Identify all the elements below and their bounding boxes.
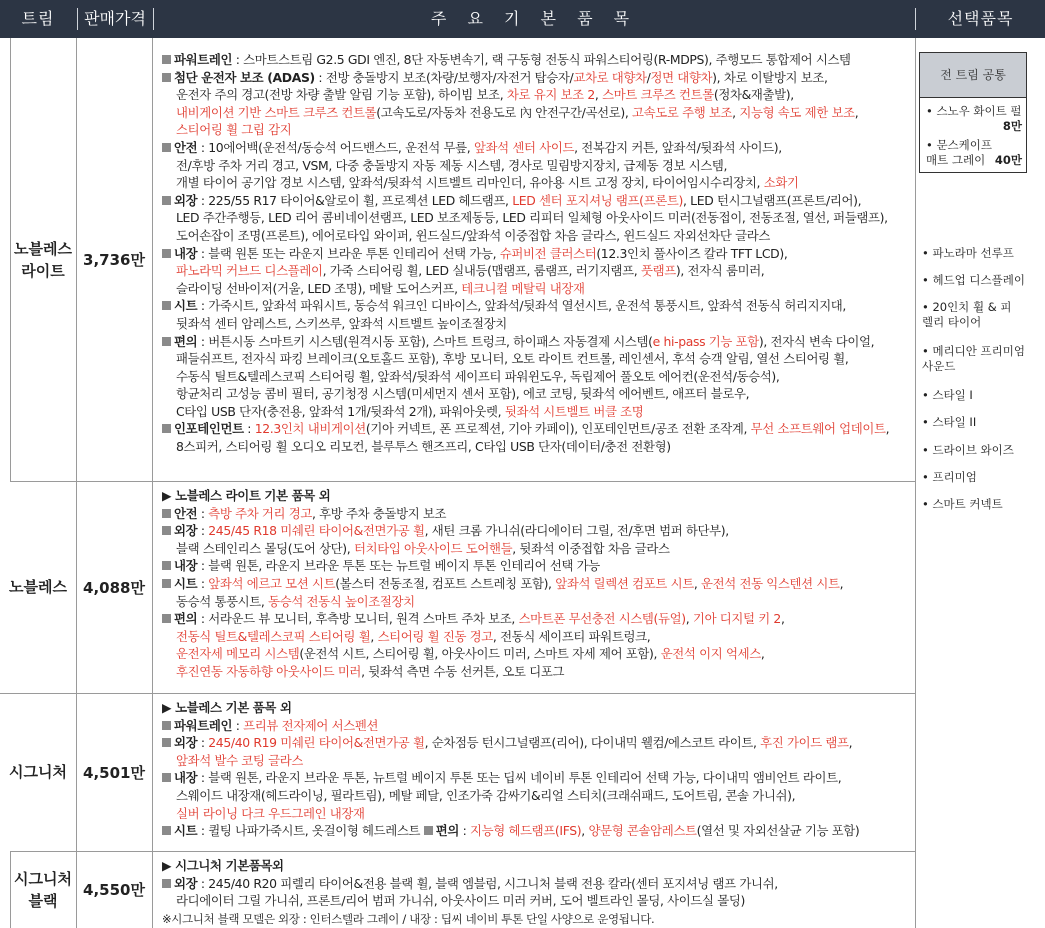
feature-line bbox=[162, 174, 912, 192]
feature-text: 항균처리 고성능 콤비 필터, 공기청정 시스템(미세먼지 센서 포함), 에코 코팅, 뒷좌석 에어벤트, 애프터 블로우, bbox=[176, 386, 750, 402]
bullet-square-icon bbox=[162, 561, 171, 570]
feature-text: , bbox=[848, 735, 853, 751]
new-feature-highlight: e hi-pass 기능 포함 bbox=[652, 333, 759, 349]
new-feature-highlight: 실버 라이닝 다크 우드그레인 내장재 bbox=[176, 805, 365, 821]
feature-line bbox=[162, 875, 912, 893]
feature-line bbox=[162, 769, 912, 787]
feature-text: : bbox=[197, 523, 209, 539]
trim-features bbox=[162, 857, 912, 928]
new-feature-highlight: 슈퍼비전 클러스터 bbox=[499, 245, 597, 261]
feature-text: , 뒷좌석 측면 수동 선커튼, 오토 디포그 bbox=[361, 663, 565, 679]
feature-line bbox=[162, 734, 912, 752]
option-item: • 스마트 커넥트 bbox=[922, 497, 1003, 511]
feature-line bbox=[162, 717, 912, 735]
new-feature-highlight: 내비게이션 기반 스마트 크루즈 컨트롤 bbox=[176, 104, 377, 120]
feature-text: , 새틴 크롬 가니쉬(라디에이터 그릴, 전/후면 범퍼 하단부), bbox=[424, 523, 729, 539]
feature-text: 패들쉬프트, 전자식 파킹 브레이크(오토홀드 포함), 후방 모니터, 오토 라이트 컨트롤, 레인센서, 후석 승객 알림, 열선 스티어링 휠, bbox=[176, 351, 849, 367]
bullet-square-icon bbox=[162, 337, 171, 346]
feature-category: 파워트레인 bbox=[174, 52, 233, 67]
new-feature-highlight: LED 센터 포지셔닝 램프(프론트) bbox=[512, 192, 683, 208]
trim-features bbox=[162, 699, 912, 840]
trim-name-line: 시그니처 bbox=[9, 763, 67, 781]
new-feature-highlight: 245/45 R18 미쉐린 타이어&전면가공 휠 bbox=[208, 523, 425, 539]
new-feature-highlight: 고속도로 주행 보조 bbox=[632, 104, 733, 120]
option-item: • 20인치 휠 & 피렐리 타이어 bbox=[922, 300, 1012, 329]
new-feature-highlight: 소화기 bbox=[763, 175, 799, 191]
feature-category: 외장 bbox=[174, 523, 198, 539]
feature-line bbox=[162, 805, 912, 823]
new-feature-highlight: 파노라믹 커브드 디스플레이 bbox=[176, 263, 323, 279]
common-option-item bbox=[920, 136, 1026, 172]
feature-line bbox=[162, 280, 912, 298]
feature-text: : 서라운드 뷰 모니터, 후측방 모니터, 원격 스마트 주차 보조, bbox=[197, 611, 519, 627]
common-option-name: • 문스케이프 매트 그레이 bbox=[926, 138, 992, 167]
trim-name bbox=[10, 851, 76, 928]
new-feature-highlight: 운전석 이지 억세스 bbox=[660, 646, 761, 662]
feature-category: 시트 bbox=[174, 823, 198, 839]
feature-line bbox=[162, 385, 912, 403]
feature-text: : bbox=[232, 717, 244, 733]
feature-line bbox=[162, 857, 912, 875]
feature-text: 개별 타이어 공기압 경보 시스템, 앞좌석/뒷좌석 시트벨트 리마인더, 유아용 시트 고정 장치, 타이어임시수리장치, bbox=[176, 175, 764, 191]
feature-text: : 가죽시트, 앞좌석 파워시트, 동승석 워크인 디바이스, 앞좌석/뒷좌석 열선시트, 운전석 통풍시트, 앞좌석 전동식 허리지지대, bbox=[197, 298, 847, 314]
bullet-square-icon bbox=[424, 826, 433, 835]
common-option-price: 40만 bbox=[994, 153, 1022, 167]
bullet-square-icon bbox=[162, 773, 171, 782]
new-feature-highlight: 스마트 크루즈 컨트롤 bbox=[602, 87, 714, 103]
trim-features bbox=[162, 487, 912, 681]
feature-text: ), 전자식 룸미러, bbox=[675, 263, 765, 279]
feature-text: : 225/55 R17 타이어&알로이 휠, 프로젝션 LED 헤드램프, bbox=[197, 192, 513, 208]
new-feature-highlight: 풋램프 bbox=[640, 263, 676, 279]
feature-line bbox=[162, 69, 912, 87]
bullet-square-icon bbox=[162, 721, 171, 730]
table-header bbox=[0, 0, 1045, 38]
feature-text: 전/후방 주차 거리 경고, VSM, 다중 충돌방지 자동 제동 시스템, 경사로 밀림방지장치, 급제동 경보 시스템, bbox=[176, 157, 728, 173]
feature-line bbox=[162, 420, 912, 438]
trim-name-line: 라이트 bbox=[21, 261, 65, 280]
bullet-square-icon bbox=[162, 196, 171, 205]
option-item: • 프리미엄 bbox=[922, 470, 977, 484]
bullet-square-icon bbox=[162, 738, 171, 747]
header-price: 판매가격 bbox=[84, 9, 146, 28]
option-item: • 스타일 I bbox=[922, 388, 973, 402]
footnote: ※시그니처 블랙 모델은 외장 : 인터스텔라 그레이 / 내장 : 딥씨 네이비 투톤 단일 사양으로 운영됩니다. bbox=[162, 911, 655, 926]
trim-name-line: 시그니처 bbox=[14, 869, 72, 888]
feature-line bbox=[162, 575, 912, 593]
bullet-square-icon bbox=[162, 301, 171, 310]
new-feature-highlight: 앞좌석 발수 코팅 글라스 bbox=[176, 752, 303, 768]
new-feature-highlight: 지능형 헤드램프(IFS) bbox=[470, 823, 582, 839]
feature-text: , 전동식 세이프티 파워트렁크, bbox=[492, 628, 651, 644]
trim-name-line: 블랙 bbox=[28, 891, 58, 910]
options-column bbox=[916, 38, 1045, 928]
feature-line bbox=[162, 557, 912, 575]
common-option-item bbox=[920, 98, 1026, 136]
feature-text: LED 주간주행등, LED 리어 콤비네이션램프, LED 보조제동등, LED 리피터 일체형 아웃사이드 미러(전동접이, 전동조절, 열선, 퍼들램프), bbox=[176, 210, 888, 226]
new-feature-highlight: 터치타입 아웃사이드 도어핸들 bbox=[353, 540, 513, 556]
option-item: • 헤드업 디스플레이 bbox=[922, 273, 1025, 287]
feature-line bbox=[162, 522, 912, 540]
feature-line bbox=[162, 315, 912, 333]
feature-line bbox=[162, 438, 912, 456]
feature-line bbox=[162, 51, 912, 69]
feature-text: : 블랙 원톤, 라운지 브라운 투톤 또는 뉴트럴 베이지 투톤 인테리어 선택 가능 bbox=[197, 558, 600, 574]
feature-text: C타입 USB 단자(충전용, 앞좌석 1개/뒷좌석 2개), 파워아웃렛, bbox=[176, 403, 505, 419]
feature-line bbox=[162, 487, 912, 505]
new-feature-highlight: 앞좌석 에르고 모션 시트 bbox=[208, 575, 336, 591]
feature-line bbox=[162, 139, 912, 157]
new-feature-highlight: 운전자세 메모리 시스템 bbox=[176, 646, 300, 662]
feature-text: , 후방 주차 충돌방지 보조 bbox=[312, 505, 447, 521]
feature-text: ), 전자식 변속 다이얼, bbox=[758, 333, 875, 349]
bullet-square-icon bbox=[162, 579, 171, 588]
feature-category: 편의 bbox=[174, 333, 198, 349]
feature-text: : 퀼팅 나파가죽시트, 옷걸이형 헤드레스트 bbox=[197, 823, 424, 839]
feature-category: 시트 bbox=[174, 298, 198, 314]
feature-category: 외장 bbox=[174, 875, 198, 891]
feature-line bbox=[162, 645, 912, 663]
feature-line bbox=[162, 752, 912, 770]
feature-text: : 245/40 R20 피렐리 타이어&전용 블랙 휠, 블랙 엠블럼, 시그니처 블랙 전용 칼라(센터 포지셔닝 램프 가니쉬, bbox=[197, 875, 778, 891]
option-item: • 스타일 II bbox=[922, 415, 977, 429]
feature-category: 내장 bbox=[174, 558, 198, 574]
feature-text: (12.3인치 풀사이즈 칼라 TFT LCD), bbox=[596, 245, 788, 261]
feature-text: 운전자 주의 경고(전방 차량 출발 알림 기능 포함), 하이빔 보조, bbox=[176, 87, 507, 103]
header-trim: 트림 bbox=[21, 9, 55, 28]
feature-text: : 블랙 원톤 또는 라운지 브라운 투톤 인테리어 선택 가능, bbox=[197, 245, 500, 261]
new-feature-highlight: 지능형 속도 제한 보조 bbox=[739, 104, 855, 120]
feature-line bbox=[162, 227, 912, 245]
feature-text: 라디에이터 그릴 가니쉬, 프론트/리어 범퍼 가니쉬, 아웃사이드 미러 커버, 도어 벨트라인 몰딩, 사이드실 몰딩) bbox=[176, 893, 745, 909]
feature-text: : 버튼시동 스마트키 시스템(원격시동 포함), 스마트 트렁크, 하이패스 자동결제 시스템( bbox=[197, 333, 653, 349]
feature-line bbox=[162, 822, 912, 840]
feature-category: 내장 bbox=[174, 770, 198, 786]
feature-text: , bbox=[693, 575, 702, 591]
feature-text: , 전복감지 커튼, 앞좌석/뒷좌석 사이드), bbox=[574, 139, 782, 155]
trim-price: 3,736만 bbox=[83, 251, 145, 269]
feature-text: (운전석 시트, 스티어링 휠, 아웃사이드 미러, 스마트 자세 제어 포함), bbox=[299, 646, 661, 662]
feature-text: , 순차점등 턴시그널램프(리어), 다이내믹 웰컴/에스코트 라이트, bbox=[424, 735, 761, 751]
feature-text: , bbox=[732, 104, 740, 120]
feature-text: : bbox=[197, 735, 209, 751]
common-options-title: 전 트림 공통 bbox=[920, 53, 1026, 98]
feature-text: 슬라이딩 선바이저(거울, LED 조명), 메탈 도어스커프, bbox=[176, 280, 462, 296]
feature-line bbox=[162, 663, 912, 681]
option-item: • 드라이브 와이즈 bbox=[922, 443, 1014, 457]
trim-name bbox=[10, 38, 76, 481]
feature-text: 블랙 스테인리스 몰딩(도어 상단), bbox=[176, 540, 354, 556]
feature-text: : bbox=[197, 575, 209, 591]
feature-text: , bbox=[885, 421, 890, 437]
bullet-square-icon bbox=[162, 143, 171, 152]
feature-text: 도어손잡이 조명(프론트), 에어로타입 와이퍼, 윈드실드/앞좌석 이중접합 차음 글라스, 윈드실드 자외선차단 글라스 bbox=[176, 227, 770, 243]
option-item: • 파노라마 선루프 bbox=[922, 246, 1014, 260]
new-feature-highlight: 후진연동 자동하향 아웃사이드 미러 bbox=[176, 663, 362, 679]
feature-text: , 가죽 스티어링 휠, LED 실내등(맵램프, 룸램프, 러기지램프, bbox=[322, 263, 641, 279]
new-feature-highlight: 245/40 R19 미쉐린 타이어&전면가공 휠 bbox=[208, 735, 425, 751]
new-feature-highlight: 기아 디지털 키 2 bbox=[692, 611, 781, 627]
feature-text: 스웨이드 내장재(헤드라이닝, 필라트림), 메탈 페달, 인조가죽 감싸기&리얼 스티치(크래쉬패드, 도어트림, 콘솔 가니쉬), bbox=[176, 787, 796, 803]
trim-name bbox=[0, 481, 76, 693]
bullet-square-icon bbox=[162, 526, 171, 535]
new-feature-highlight: 전동식 틸트&텔레스코픽 스티어링 휠 bbox=[176, 628, 371, 644]
bullet-square-icon bbox=[162, 614, 171, 623]
trim-price: 4,501만 bbox=[83, 763, 145, 782]
bullet-square-icon bbox=[162, 509, 171, 518]
feature-line bbox=[162, 593, 912, 611]
feature-line bbox=[162, 350, 912, 368]
feature-text: ), 차로 이탈방지 보조, bbox=[712, 69, 828, 85]
bullet-square-icon bbox=[162, 826, 171, 835]
new-feature-highlight: 무선 소프트웨어 업데이트 bbox=[750, 421, 886, 437]
feature-line bbox=[162, 540, 912, 558]
feature-line bbox=[162, 192, 912, 210]
feature-line bbox=[162, 787, 912, 805]
new-feature-highlight: 뒷좌석 시트벨트 버클 조명 bbox=[504, 403, 644, 419]
option-item: • 메리디안 프리미엄 사운드 bbox=[922, 344, 1025, 373]
feature-category: 외장 bbox=[174, 735, 198, 751]
feature-line bbox=[162, 628, 912, 646]
trim-name bbox=[0, 693, 76, 851]
feature-line bbox=[162, 368, 912, 386]
feature-line bbox=[162, 209, 912, 227]
bullet-square-icon bbox=[162, 73, 171, 82]
feature-text: , bbox=[839, 575, 844, 591]
feature-text: : 10에어백(운전석/동승석 어드밴스드, 운전석 무릎, bbox=[197, 139, 474, 155]
feature-category: 시트 bbox=[174, 575, 198, 591]
feature-text: 동승석 통풍시트, bbox=[176, 593, 269, 609]
new-feature-highlight: 스티어링 휠 그립 감지 bbox=[176, 122, 292, 138]
new-feature-highlight: 운전석 전동 익스텐션 시트 bbox=[701, 575, 840, 591]
trim-name-line: 노블레스 bbox=[14, 239, 72, 258]
feature-line bbox=[162, 910, 912, 928]
new-feature-highlight: 12.3인치 내비게이션 bbox=[254, 421, 366, 437]
feature-text: , bbox=[594, 87, 603, 103]
new-feature-highlight: 동승석 전동식 높이조절장치 bbox=[268, 593, 415, 609]
feature-category: 안전 bbox=[174, 505, 198, 521]
feature-line bbox=[162, 121, 912, 139]
feature-line bbox=[162, 333, 912, 351]
feature-category: 안전 bbox=[174, 139, 198, 155]
new-feature-highlight: 앞좌석 센터 사이드 bbox=[473, 139, 575, 155]
feature-text: 수동식 틸트&텔레스코픽 스티어링 휠, 앞좌석/뒷좌석 세이프티 파워윈도우, 독립제어 풀오토 에어컨(운전석/동승석), bbox=[176, 368, 780, 384]
new-feature-highlight: 교차로 대향차 bbox=[573, 69, 647, 85]
feature-text: , bbox=[854, 104, 859, 120]
feature-text: : 스마트스트림 G2.5 GDI 엔진, 8단 자동변속기, 랙 구동형 전동식 파워스티어링(R-MDPS), 주행모드 통합제어 시스템 bbox=[232, 52, 851, 67]
bullet-square-icon bbox=[162, 424, 171, 433]
trim-name-line: 노블레스 bbox=[9, 578, 67, 596]
feature-line bbox=[162, 104, 912, 122]
feature-category: 편의 bbox=[435, 823, 459, 839]
feature-text: (정차&재출발), bbox=[713, 87, 794, 103]
feature-category: 내장 bbox=[174, 245, 198, 261]
feature-text: , 뒷좌석 이중접합 차음 글라스 bbox=[512, 540, 670, 556]
feature-text: , bbox=[780, 611, 785, 627]
feature-line bbox=[162, 157, 912, 175]
column-divider bbox=[152, 38, 153, 928]
feature-line bbox=[162, 610, 912, 628]
feature-category: 인포테인먼트 bbox=[174, 421, 244, 437]
feature-line bbox=[162, 403, 912, 421]
new-feature-highlight: 양문형 콘솔암레스트 bbox=[588, 823, 697, 839]
new-feature-highlight: 후진 가이드 램프 bbox=[760, 735, 849, 751]
new-feature-highlight: 앞좌석 릴렉션 컴포트 시트 bbox=[555, 575, 694, 591]
feature-text: , LED 턴시그널램프(프론트/리어), bbox=[682, 192, 862, 208]
feature-line bbox=[162, 892, 912, 910]
feature-text: : bbox=[458, 823, 470, 839]
feature-line bbox=[162, 262, 912, 280]
feature-category: 외장 bbox=[174, 192, 198, 208]
common-option-name: • 스노우 화이트 펄 bbox=[926, 104, 1022, 118]
feature-text: (고속도로/자동차 전용도로 內 안전구간/곡선로), bbox=[376, 104, 633, 120]
new-feature-highlight: 프리뷰 전자제어 서스펜션 bbox=[243, 717, 379, 733]
new-feature-highlight: 스마트폰 무선충전 시스템(듀얼) bbox=[518, 611, 686, 627]
feature-text: , bbox=[685, 611, 693, 627]
feature-text: , bbox=[370, 628, 378, 644]
feature-text: / bbox=[646, 69, 651, 85]
feature-line bbox=[162, 245, 912, 263]
trim-price: 4,088만 bbox=[83, 578, 145, 597]
feature-line bbox=[162, 86, 912, 104]
header-options: 선택품목 bbox=[947, 9, 1014, 28]
trim-price: 4,550만 bbox=[83, 881, 145, 899]
feature-text: 8스피커, 스티어링 휠 오디오 리모컨, 블루투스 핸즈프리, C타입 USB 단자(데이터/충전 전환형) bbox=[176, 439, 671, 455]
feature-text: : 전방 충돌방지 보조(차량/보행자/자전거 탑승자/ bbox=[314, 69, 574, 85]
feature-text: (기아 커넥트, 폰 프로젝션, 기아 카페이), 인포테인먼트/공조 전환 조작계, bbox=[365, 421, 751, 437]
trim-features bbox=[162, 51, 912, 456]
new-feature-highlight: 정면 대향차 bbox=[650, 69, 713, 85]
common-option-price: 8만 bbox=[1002, 119, 1022, 133]
feature-text: : bbox=[197, 505, 209, 521]
feature-line bbox=[162, 297, 912, 315]
bullet-square-icon bbox=[162, 879, 171, 888]
feature-text: : 블랙 원톤, 라운지 브라운 투톤, 뉴트럴 베이지 투톤 또는 딥씨 네이비 투톤 인테리어 선택 가능, 다이내믹 앰비언트 라이트, bbox=[197, 770, 842, 786]
new-feature-highlight: 테크니컬 메탈릭 내장재 bbox=[461, 280, 585, 296]
column-divider bbox=[76, 38, 77, 928]
feature-category: 파워트레인 bbox=[174, 717, 233, 733]
new-feature-highlight: 스티어링 휠 진동 경고 bbox=[377, 628, 493, 644]
section-heading: ▶ 노블레스 기본 품목 외 bbox=[162, 700, 292, 715]
feature-line bbox=[162, 699, 912, 717]
section-heading: ▶ 시그니처 기본품목외 bbox=[162, 858, 284, 873]
section-heading: ▶ 노블레스 라이트 기본 품목 외 bbox=[162, 488, 331, 503]
common-options-box bbox=[919, 52, 1027, 173]
bullet-square-icon bbox=[162, 249, 171, 258]
feature-text: (볼스터 전동조절, 컴포트 스트레칭 포함), bbox=[335, 575, 556, 591]
feature-category: 편의 bbox=[174, 611, 198, 627]
feature-text: , bbox=[581, 823, 589, 839]
new-feature-highlight: 차로 유지 보조 2 bbox=[506, 87, 595, 103]
feature-text: (열선 및 자외선살균 기능 포함) bbox=[696, 823, 860, 839]
bullet-square-icon bbox=[162, 55, 171, 64]
feature-text: : bbox=[243, 421, 255, 437]
header-main-items: 주 요 기 본 품 목 bbox=[430, 9, 638, 28]
new-feature-highlight: 측방 주차 거리 경고 bbox=[208, 505, 312, 521]
feature-text: 뒷좌석 센터 암레스트, 스키쓰루, 앞좌석 시트벨트 높이조절장치 bbox=[176, 315, 507, 331]
feature-category: 첨단 운전자 보조 (ADAS) bbox=[174, 69, 315, 85]
feature-text: , bbox=[760, 646, 765, 662]
feature-line bbox=[162, 505, 912, 523]
spec-table bbox=[0, 38, 916, 928]
